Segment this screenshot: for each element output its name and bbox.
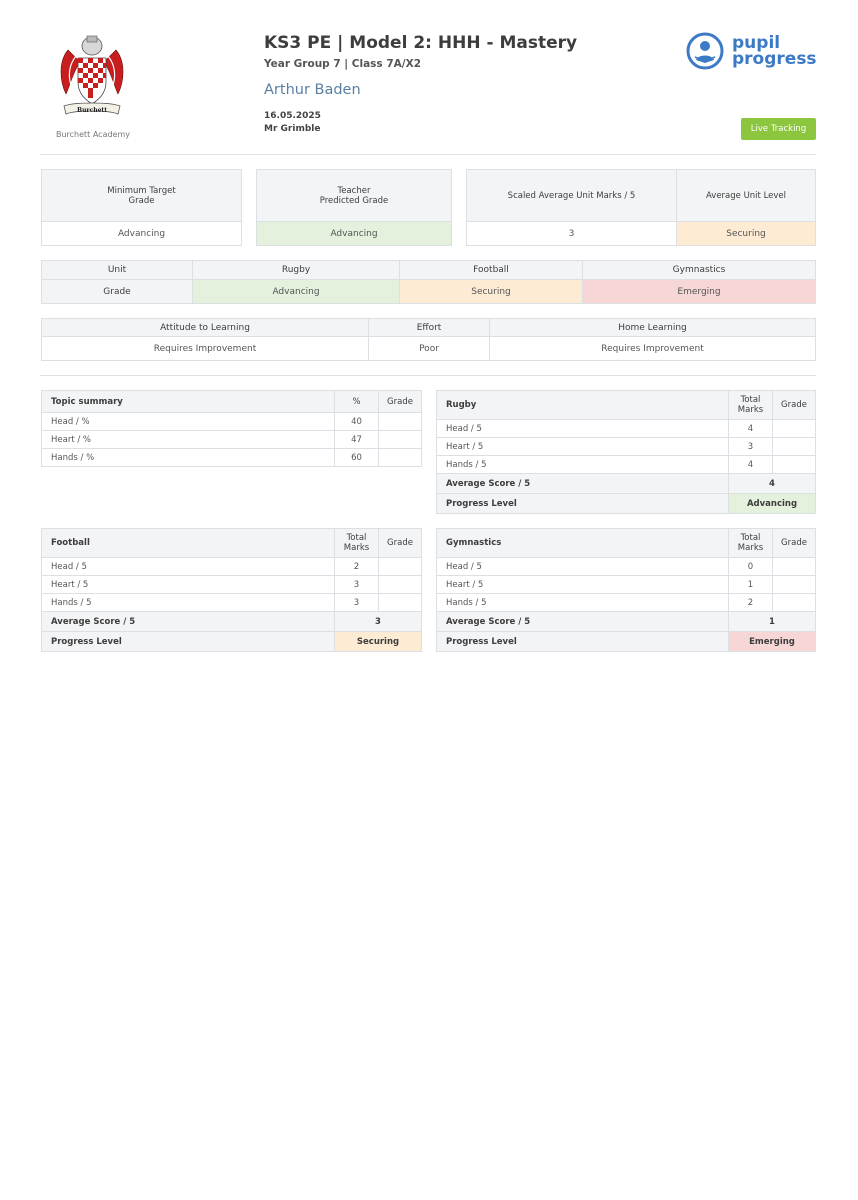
home-learning-value: Requires Improvement (490, 337, 816, 361)
pupil-name: Arthur Baden (264, 82, 361, 98)
gymnastics-table (436, 528, 816, 652)
row-label: Hands / 5 (42, 594, 335, 612)
home-learning-header: Home Learning (490, 319, 816, 337)
grade-row-label: Grade (42, 280, 193, 304)
pupil-progress-wordmark: pupil progress (732, 33, 817, 69)
row-label: Hands / % (42, 449, 335, 467)
average-unit-level-value: Securing (677, 222, 816, 246)
rugby-table (436, 390, 816, 514)
page-subtitle: Year Group 7 | Class 7A/X2 (264, 58, 422, 70)
rugby-title: Rugby (437, 391, 729, 420)
average-unit-level-header: Average Unit Level (677, 170, 816, 222)
table-row (437, 438, 816, 456)
average-score-value: 1 (729, 612, 816, 632)
row-value: 2 (335, 558, 379, 576)
row-grade (379, 576, 422, 594)
row-grade (773, 420, 816, 438)
crest-icon (54, 32, 130, 124)
table-row (42, 449, 422, 467)
topic-summary-title: Topic summary (42, 391, 335, 413)
average-score-value: 4 (729, 474, 816, 494)
unit-name-rugby: Rugby (193, 261, 400, 280)
row-value: 1 (729, 576, 773, 594)
football-table (41, 528, 422, 652)
table-row (437, 558, 816, 576)
col-percent-header: % (335, 391, 379, 413)
row-grade (773, 576, 816, 594)
row-grade (379, 449, 422, 467)
row-grade (379, 594, 422, 612)
pupil-progress-logo (686, 32, 817, 70)
live-tracking-button[interactable]: Live Tracking (741, 118, 816, 140)
row-grade (773, 456, 816, 474)
unit-grade-table (41, 260, 816, 304)
effort-value: Poor (369, 337, 490, 361)
row-value: 60 (335, 449, 379, 467)
topic-summary-table (41, 390, 422, 467)
row-grade (773, 594, 816, 612)
min-target-value: Advancing (42, 222, 242, 246)
table-row (42, 576, 422, 594)
progress-level-label: Progress Level (42, 632, 335, 652)
row-label: Hands / 5 (437, 594, 729, 612)
scaled-average-table (466, 169, 816, 246)
row-value: 0 (729, 558, 773, 576)
min-target-table (41, 169, 242, 246)
col-grade-header: Grade (379, 529, 422, 558)
gymnastics-title: Gymnastics (437, 529, 729, 558)
progress-level-label: Progress Level (437, 494, 729, 514)
unit-grade-rugby: Advancing (193, 280, 400, 304)
row-label: Head / 5 (42, 558, 335, 576)
svg-text:Burchett: Burchett (77, 107, 107, 114)
col-total-marks-header: Total Marks (729, 529, 773, 558)
row-label: Head / % (42, 413, 335, 431)
row-grade (379, 413, 422, 431)
row-label: Heart / 5 (437, 438, 729, 456)
table-row (42, 558, 422, 576)
row-label: Head / 5 (437, 558, 729, 576)
scaled-average-value: 3 (467, 222, 677, 246)
row-label: Heart / % (42, 431, 335, 449)
row-label: Heart / 5 (42, 576, 335, 594)
divider (40, 375, 816, 376)
unit-grade-gymnastics: Emerging (583, 280, 816, 304)
teacher-predicted-header: Teacher Predicted Grade (257, 170, 452, 222)
unit-name-football: Football (400, 261, 583, 280)
divider (40, 154, 816, 155)
unit-header: Unit (42, 261, 193, 280)
unit-name-gymnastics: Gymnastics (583, 261, 816, 280)
col-grade-header: Grade (379, 391, 422, 413)
col-grade-header: Grade (773, 391, 816, 420)
col-total-marks-header: Total Marks (729, 391, 773, 420)
attitude-header: Attitude to Learning (42, 319, 369, 337)
row-label: Hands / 5 (437, 456, 729, 474)
row-grade (379, 431, 422, 449)
school-crest (52, 32, 132, 128)
teacher-predicted-table (256, 169, 452, 246)
behaviour-table (41, 318, 816, 361)
table-row (437, 456, 816, 474)
row-label: Head / 5 (437, 420, 729, 438)
table-row (437, 420, 816, 438)
table-row (437, 594, 816, 612)
pupil-progress-icon (686, 32, 724, 70)
table-row (42, 413, 422, 431)
row-value: 3 (335, 576, 379, 594)
scaled-average-header: Scaled Average Unit Marks / 5 (467, 170, 677, 222)
football-title: Football (42, 529, 335, 558)
progress-level-label: Progress Level (437, 632, 729, 652)
row-label: Heart / 5 (437, 576, 729, 594)
average-score-label: Average Score / 5 (42, 612, 335, 632)
table-row (437, 576, 816, 594)
progress-level-value: Emerging (729, 632, 816, 652)
average-score-value: 3 (335, 612, 422, 632)
row-value: 3 (335, 594, 379, 612)
row-value: 4 (729, 420, 773, 438)
col-total-marks-header: Total Marks (335, 529, 379, 558)
row-grade (773, 438, 816, 456)
page-title: KS3 PE | Model 2: HHH - Mastery (264, 33, 578, 53)
table-row (42, 594, 422, 612)
table-row (42, 431, 422, 449)
row-value: 4 (729, 456, 773, 474)
average-score-label: Average Score / 5 (437, 474, 729, 494)
effort-header: Effort (369, 319, 490, 337)
unit-grade-football: Securing (400, 280, 583, 304)
report-date: 16.05.2025 (264, 111, 321, 121)
row-value: 3 (729, 438, 773, 456)
row-value: 47 (335, 431, 379, 449)
row-value: 40 (335, 413, 379, 431)
row-grade (379, 558, 422, 576)
row-value: 2 (729, 594, 773, 612)
row-grade (773, 558, 816, 576)
average-score-label: Average Score / 5 (437, 612, 729, 632)
teacher-name: Mr Grimble (264, 124, 321, 134)
school-name: Burchett Academy (55, 130, 131, 139)
progress-level-value: Advancing (729, 494, 816, 514)
col-grade-header: Grade (773, 529, 816, 558)
progress-level-value: Securing (335, 632, 422, 652)
min-target-header: Minimum Target Grade (42, 170, 242, 222)
teacher-predicted-value: Advancing (257, 222, 452, 246)
attitude-value: Requires Improvement (42, 337, 369, 361)
